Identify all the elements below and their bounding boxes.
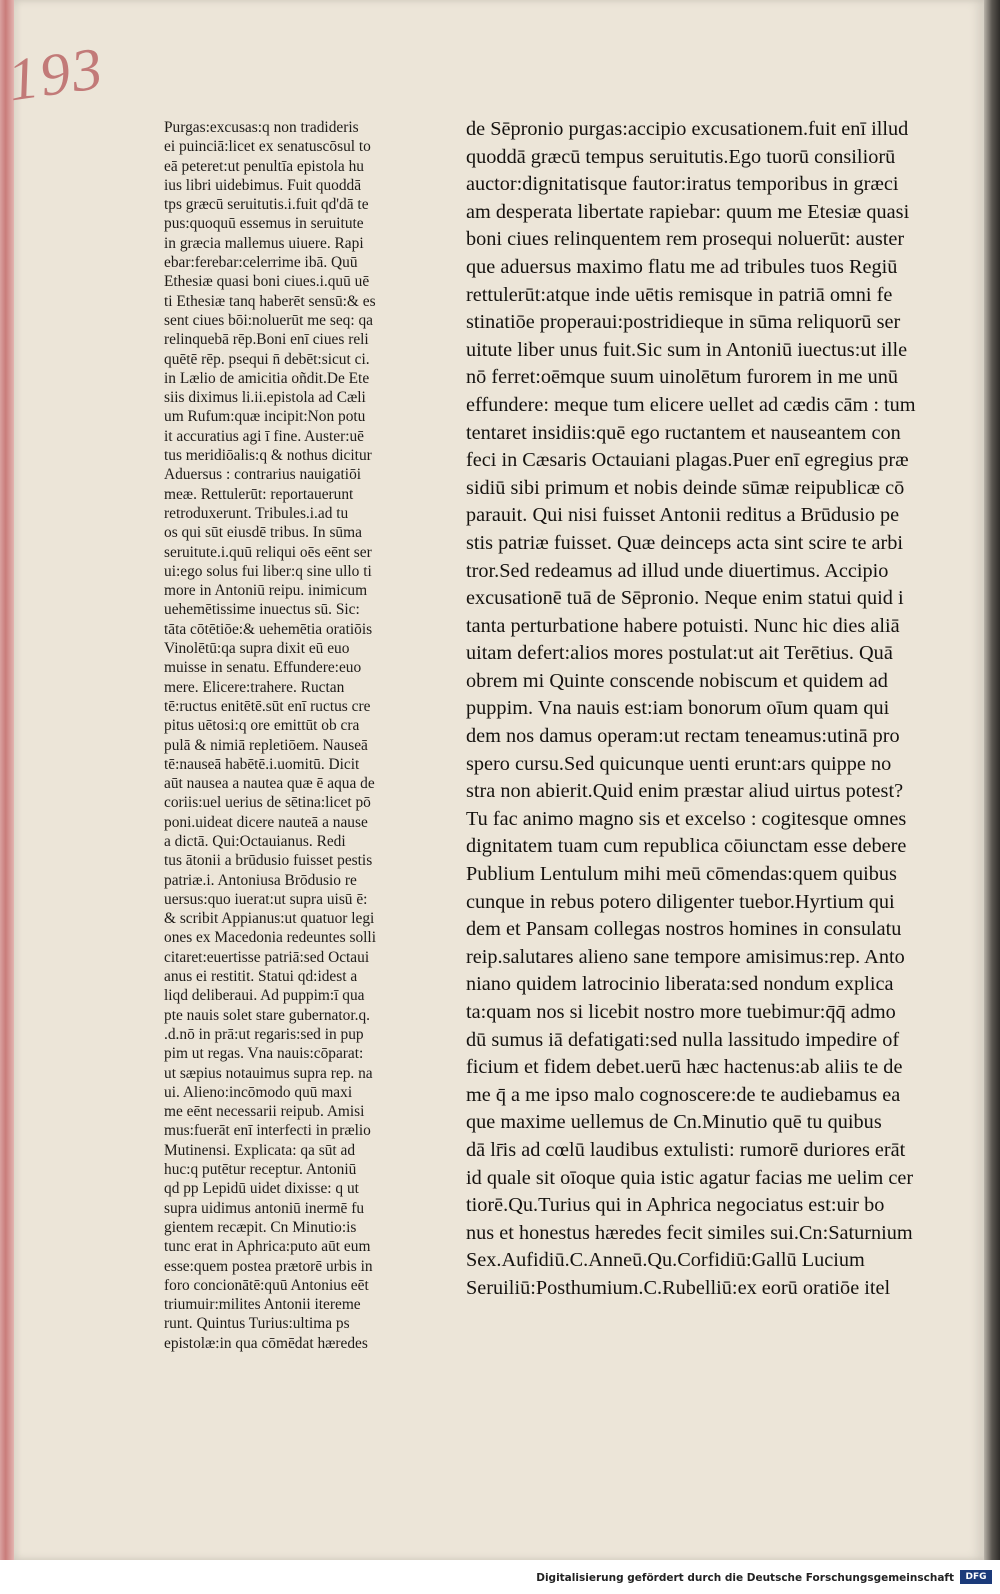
commentary-line: ones ex Macedonia redeuntes solli bbox=[164, 929, 376, 947]
commentary-line: um Rufum:quæ incipit:Non potu bbox=[164, 408, 366, 426]
main-text-line: reip.salutares alieno sane tempore amisimus:rep. Anto bbox=[466, 945, 905, 968]
main-text-line: dū sumus iā defatigati:sed nulla lassitudo impedire of bbox=[466, 1028, 900, 1051]
main-text-line: que maxime uellemus de Cn.Minutio quē tu quibus bbox=[466, 1111, 882, 1134]
main-text-line: auctor:dignitatisque fautor:iratus temporibus in græci bbox=[466, 173, 899, 196]
main-text-line: dignitatem tuam cum republica cōiunctam esse debere bbox=[466, 835, 907, 858]
commentary-line: tē:ructus enitētē.sūt enī ructus cre bbox=[164, 697, 371, 715]
commentary-line: ut sæpius notauimus supra rep. na bbox=[164, 1064, 373, 1082]
commentary-line: tps græcū seruitutis.i.fuit qd'dā te bbox=[164, 196, 369, 214]
main-text-line: dā lr̄is ad cœlū laudibus extulisti: rumorē duriores erāt bbox=[466, 1138, 906, 1161]
commentary-line: runt. Quintus Turius:ultima ps bbox=[164, 1315, 350, 1333]
commentary-line: Mutinensi. Explicata: qa sūt ad bbox=[164, 1141, 356, 1159]
commentary-line: esse:quem postea prætorē urbis in bbox=[164, 1257, 373, 1275]
main-text-line: Seruiliū:Posthumium.C.Rubelliū:ex eorū oratiōe itel bbox=[466, 1276, 891, 1299]
commentary-line: retroduxerunt. Tribules.i.ad tu bbox=[164, 504, 349, 522]
main-text-line: feci in Cæsaris Octauiani plagas.Puer enī egregius præ bbox=[466, 449, 909, 472]
commentary-line: me eēnt necessarii reipub. Amisi bbox=[164, 1103, 365, 1121]
commentary-line: uehemētissime inuectus sū. Sic: bbox=[164, 601, 360, 619]
commentary-line: Purgas:excusas:q non tradideris bbox=[164, 119, 359, 136]
commentary-line: pitus uētosi:q ore emittūt ob cra bbox=[164, 717, 360, 735]
main-text-line: nus et honestus hæredes fecit similes sui.Cn:Saturnium bbox=[466, 1221, 913, 1244]
main-text-line: am desperata libertate rapiebar: quum me Etesiæ quasi bbox=[466, 200, 910, 223]
main-text-line: me q̄ a me ipso malo cognoscere:de te audiebamus ea bbox=[466, 1083, 901, 1106]
main-text-line: ta:quam nos si licebit nostro more tuebimur:q̄q̄ admo bbox=[466, 1001, 896, 1023]
commentary-line: ebar:ferebar:celerrime ibā. Quū bbox=[164, 254, 358, 272]
main-text-line: stinatiōe properaui:postridieque in sūma reliquorū ser bbox=[466, 311, 901, 334]
main-text-line: effundere: meque tum elicere uellet ad cædis cām : tum bbox=[466, 393, 916, 416]
funding-credit: Digitalisierung gefördert durch die Deutsche Forschungsgemeinschaft bbox=[536, 1572, 954, 1584]
main-text-line: tanta perturbatione habere potuisti. Nunc hic dies aliā bbox=[466, 614, 900, 637]
commentary-line: Aduersus : contrarius nauigatiōi bbox=[164, 466, 362, 484]
main-text-line: tentaret insidiis:quē ego ructantem et nauseantem con bbox=[466, 421, 901, 444]
commentary-line: ui. Alieno:incōmodo quū maxi bbox=[164, 1083, 353, 1101]
commentary-line: huc:q putētur receptur. Antoniū bbox=[164, 1161, 357, 1179]
commentary-line: pus:quoquū essemus in seruitute bbox=[164, 215, 364, 233]
main-text-line: obrem mi Quinte conscende nobiscum et quidem ad bbox=[466, 669, 888, 692]
main-text-line: nō ferret:oēmque suum uinolētum furorem in me unū bbox=[466, 366, 898, 389]
commentary-line: tus ātonii a brūdusio fuisset pestis bbox=[164, 852, 373, 870]
commentary-line: tē:nauseā habētē.i.uomitū. Dicit bbox=[164, 755, 360, 773]
main-text-line: dem nos damus operam:ut rectam teneamus:utinā pro bbox=[466, 725, 900, 748]
main-text-line: sidiū sibi primum et nobis deinde sūmæ reipublicæ cō bbox=[466, 476, 905, 499]
main-text-line: tror.Sed redeamus ad illud unde diuertimus. Accipio bbox=[466, 559, 889, 582]
commentary-line: seruitute.i.quū reliqui oēs eēnt ser bbox=[164, 543, 372, 561]
commentary-line: sent ciues bōi:noluerūt me seq: qa bbox=[164, 311, 374, 329]
book-edge bbox=[0, 0, 14, 1560]
main-text-line: rettulerūt:atque inde uētis remisque in patriā omni fe bbox=[466, 283, 893, 306]
main-text-line: id quale sit oīoque quia istic agatur facias me uelim cer bbox=[466, 1166, 914, 1189]
main-text-line: que aduersus maximo flatu me ad tribules tuos Regiū bbox=[466, 255, 898, 278]
main-text-line: tiorē.Qu.Turius qui in Aphrica negociatus est:uir bo bbox=[466, 1194, 885, 1217]
page-right-edge bbox=[984, 0, 1000, 1560]
main-text-line: parauit. Qui nisi fuisset Antonii reditus a Brūdusio pe bbox=[466, 504, 900, 527]
main-text-line: ficium et fidem debet.uerū hæc hactenus:ab aliis te de bbox=[466, 1056, 903, 1079]
main-text-line: stis patriæ fuisset. Quæ deinceps acta sint scire te arbi bbox=[466, 531, 904, 554]
commentary-line: poni.uideat dicere nauteā a nause bbox=[164, 813, 368, 831]
main-text-line: de Sēpronio purgas:accipio excusationem.fuit enī illud bbox=[466, 118, 909, 140]
main-text-line: Publium Lentulum mihi meū cōmendas:quem quibus bbox=[466, 863, 897, 886]
commentary-line: tunc erat in Aphrica:puto aūt eum bbox=[164, 1238, 371, 1256]
commentary-line: in græcia mallemus uiuere. Rapi bbox=[164, 234, 364, 252]
commentary-line: tus meridiōalis:q & nothus dicitur bbox=[164, 447, 372, 465]
commentary-line: liqd deliberaui. Ad puppim:ī qua bbox=[164, 987, 365, 1005]
commentary-line: Vinolētū:qa supra dixit eū euo bbox=[164, 640, 350, 658]
commentary-line: pim ut regas. Vna nauis:cōparat: bbox=[164, 1045, 364, 1063]
commentary-line: anus ei restitit. Statui qd:idest a bbox=[164, 968, 358, 986]
main-text-line: puppim. Vna nauis est:iam bonorum oīum quam qui bbox=[466, 697, 890, 720]
commentary-line: siis diximus li.ii.epistola ad Cæli bbox=[164, 389, 366, 407]
commentary-line: it accuratius agi ī fine. Auster:uē bbox=[164, 427, 365, 445]
commentary-line: mus:fuerāt enī interfecti in prælio bbox=[164, 1122, 371, 1140]
commentary-line: ius libri uidebimus. Fuit quoddā bbox=[164, 176, 362, 194]
dfg-logo: DFG bbox=[960, 1570, 992, 1584]
commentary-line: citaret:euertisse patriā:sed Octaui bbox=[164, 948, 370, 966]
main-text-line: niano quidem latrocinio liberata:sed nondum explica bbox=[466, 973, 894, 996]
commentary-line: qd pp Lepidū uidet dixisse: q ut bbox=[164, 1180, 359, 1198]
commentary-line: ei puinciā:licet ex senatuscōsul to bbox=[164, 138, 371, 156]
footer-bar bbox=[0, 1560, 1000, 1594]
commentary-line: & scribit Appianus:ut quatuor legi bbox=[164, 910, 375, 928]
commentary-line: epistolæ:in qua cōmēdat hæredes bbox=[164, 1334, 368, 1352]
main-text-line: stra non abierit.Quid enim præstar aliud uirtus potest? bbox=[466, 780, 904, 803]
main-text-line: uitute liber unus fuit.Sic sum in Antoniū iuectus:ut ille bbox=[466, 338, 908, 361]
commentary-line: uersus:quo iuerat:ut supra uisū ē: bbox=[164, 890, 368, 908]
main-text-line: uitam defert:alios mores postulat:ut ait Terētius. Quā bbox=[466, 642, 893, 665]
commentary-line: foro concionātē:quū Antonius eēt bbox=[164, 1276, 369, 1294]
commentary-line: aūt nausea a nautea quæ ē aqua de bbox=[164, 775, 375, 793]
commentary-line: coriis:uel uerius de sētina:licet pō bbox=[164, 794, 371, 812]
commentary-line: meæ. Rettulerūt: reportauerunt bbox=[164, 485, 354, 503]
main-text-line: boni ciues relinquentem rem prosequi noluerūt: auster bbox=[466, 228, 905, 251]
commentary-line: a dictā. Qui:Octauianus. Redi bbox=[164, 832, 346, 850]
commentary-line: triumuir:milites Antonii itereme bbox=[164, 1296, 361, 1314]
commentary-line: quētē rēp. psequi n̄ debēt:sicut ci. bbox=[164, 350, 370, 368]
commentary-line: ui:ego solus fui liber:q sine ullo ti bbox=[164, 562, 372, 580]
commentary-line: patriæ.i. Antoniusa Brōdusio re bbox=[164, 871, 357, 889]
commentary-line: more in Antoniū reipu. inimicum bbox=[164, 582, 368, 600]
commentary-line: relinquebā rēp.Boni enī ciues reli bbox=[164, 331, 369, 349]
commentary-line: gientem recæpit. Cn Minutio:is bbox=[164, 1218, 357, 1236]
main-text-column bbox=[466, 116, 940, 1303]
commentary-line: pte nauis solet stare gubernator.q. bbox=[164, 1006, 371, 1024]
commentary-line: in Lælio de amicitia oñdit.De Ete bbox=[164, 369, 370, 387]
commentary-line: muisse in senatu. Effundere:euo bbox=[164, 659, 362, 677]
commentary-line: ti Ethesiæ tanq haberēt sensū:& es bbox=[164, 292, 376, 310]
commentary-line: supra uidimus antoniū inermē fu bbox=[164, 1199, 365, 1217]
commentary-line: .d.nō in prā:ut regaris:sed in pup bbox=[164, 1025, 364, 1043]
commentary-line: os qui sūt eiusdē tribus. In sūma bbox=[164, 524, 362, 542]
main-text-line: dem et Pansam collegas nostros homines in consulatu bbox=[466, 918, 902, 941]
commentary-line: Ethesiæ quasi boni ciues.i.quū uē bbox=[164, 273, 370, 291]
folio-number: 193 bbox=[3, 34, 109, 114]
commentary-column bbox=[164, 118, 464, 1353]
main-text-line: spero cursu.Sed quicunque uenti erunt:ars quippe no bbox=[466, 752, 892, 775]
commentary-line: mere. Elicere:trahere. Ructan bbox=[164, 678, 345, 696]
main-text-line: Tu fac animo magno sis et excelso : cogitesque omnes bbox=[466, 807, 907, 830]
main-text-line: quoddā græcū tempus seruitutis.Ego tuorū consiliorū bbox=[466, 145, 896, 168]
commentary-line: eā peteret:ut penultīa epistola hu bbox=[164, 157, 365, 175]
commentary-line: tāta cōtētiōe:& uehemētia oratiōis bbox=[164, 620, 373, 638]
main-text-line: cunque in rebus potero diligenter tuebor.Hyrtium qui bbox=[466, 890, 895, 913]
main-text-line: excusationē tuā de Sēpronio. Neque enim statui quid i bbox=[466, 587, 904, 610]
commentary-line: pulā & nimiā repletiōem. Nauseā bbox=[164, 736, 368, 754]
main-text-line: Sex.Aufidiū.C.Anneū.Qu.Corfidiū:Gallū Lucium bbox=[466, 1249, 865, 1272]
